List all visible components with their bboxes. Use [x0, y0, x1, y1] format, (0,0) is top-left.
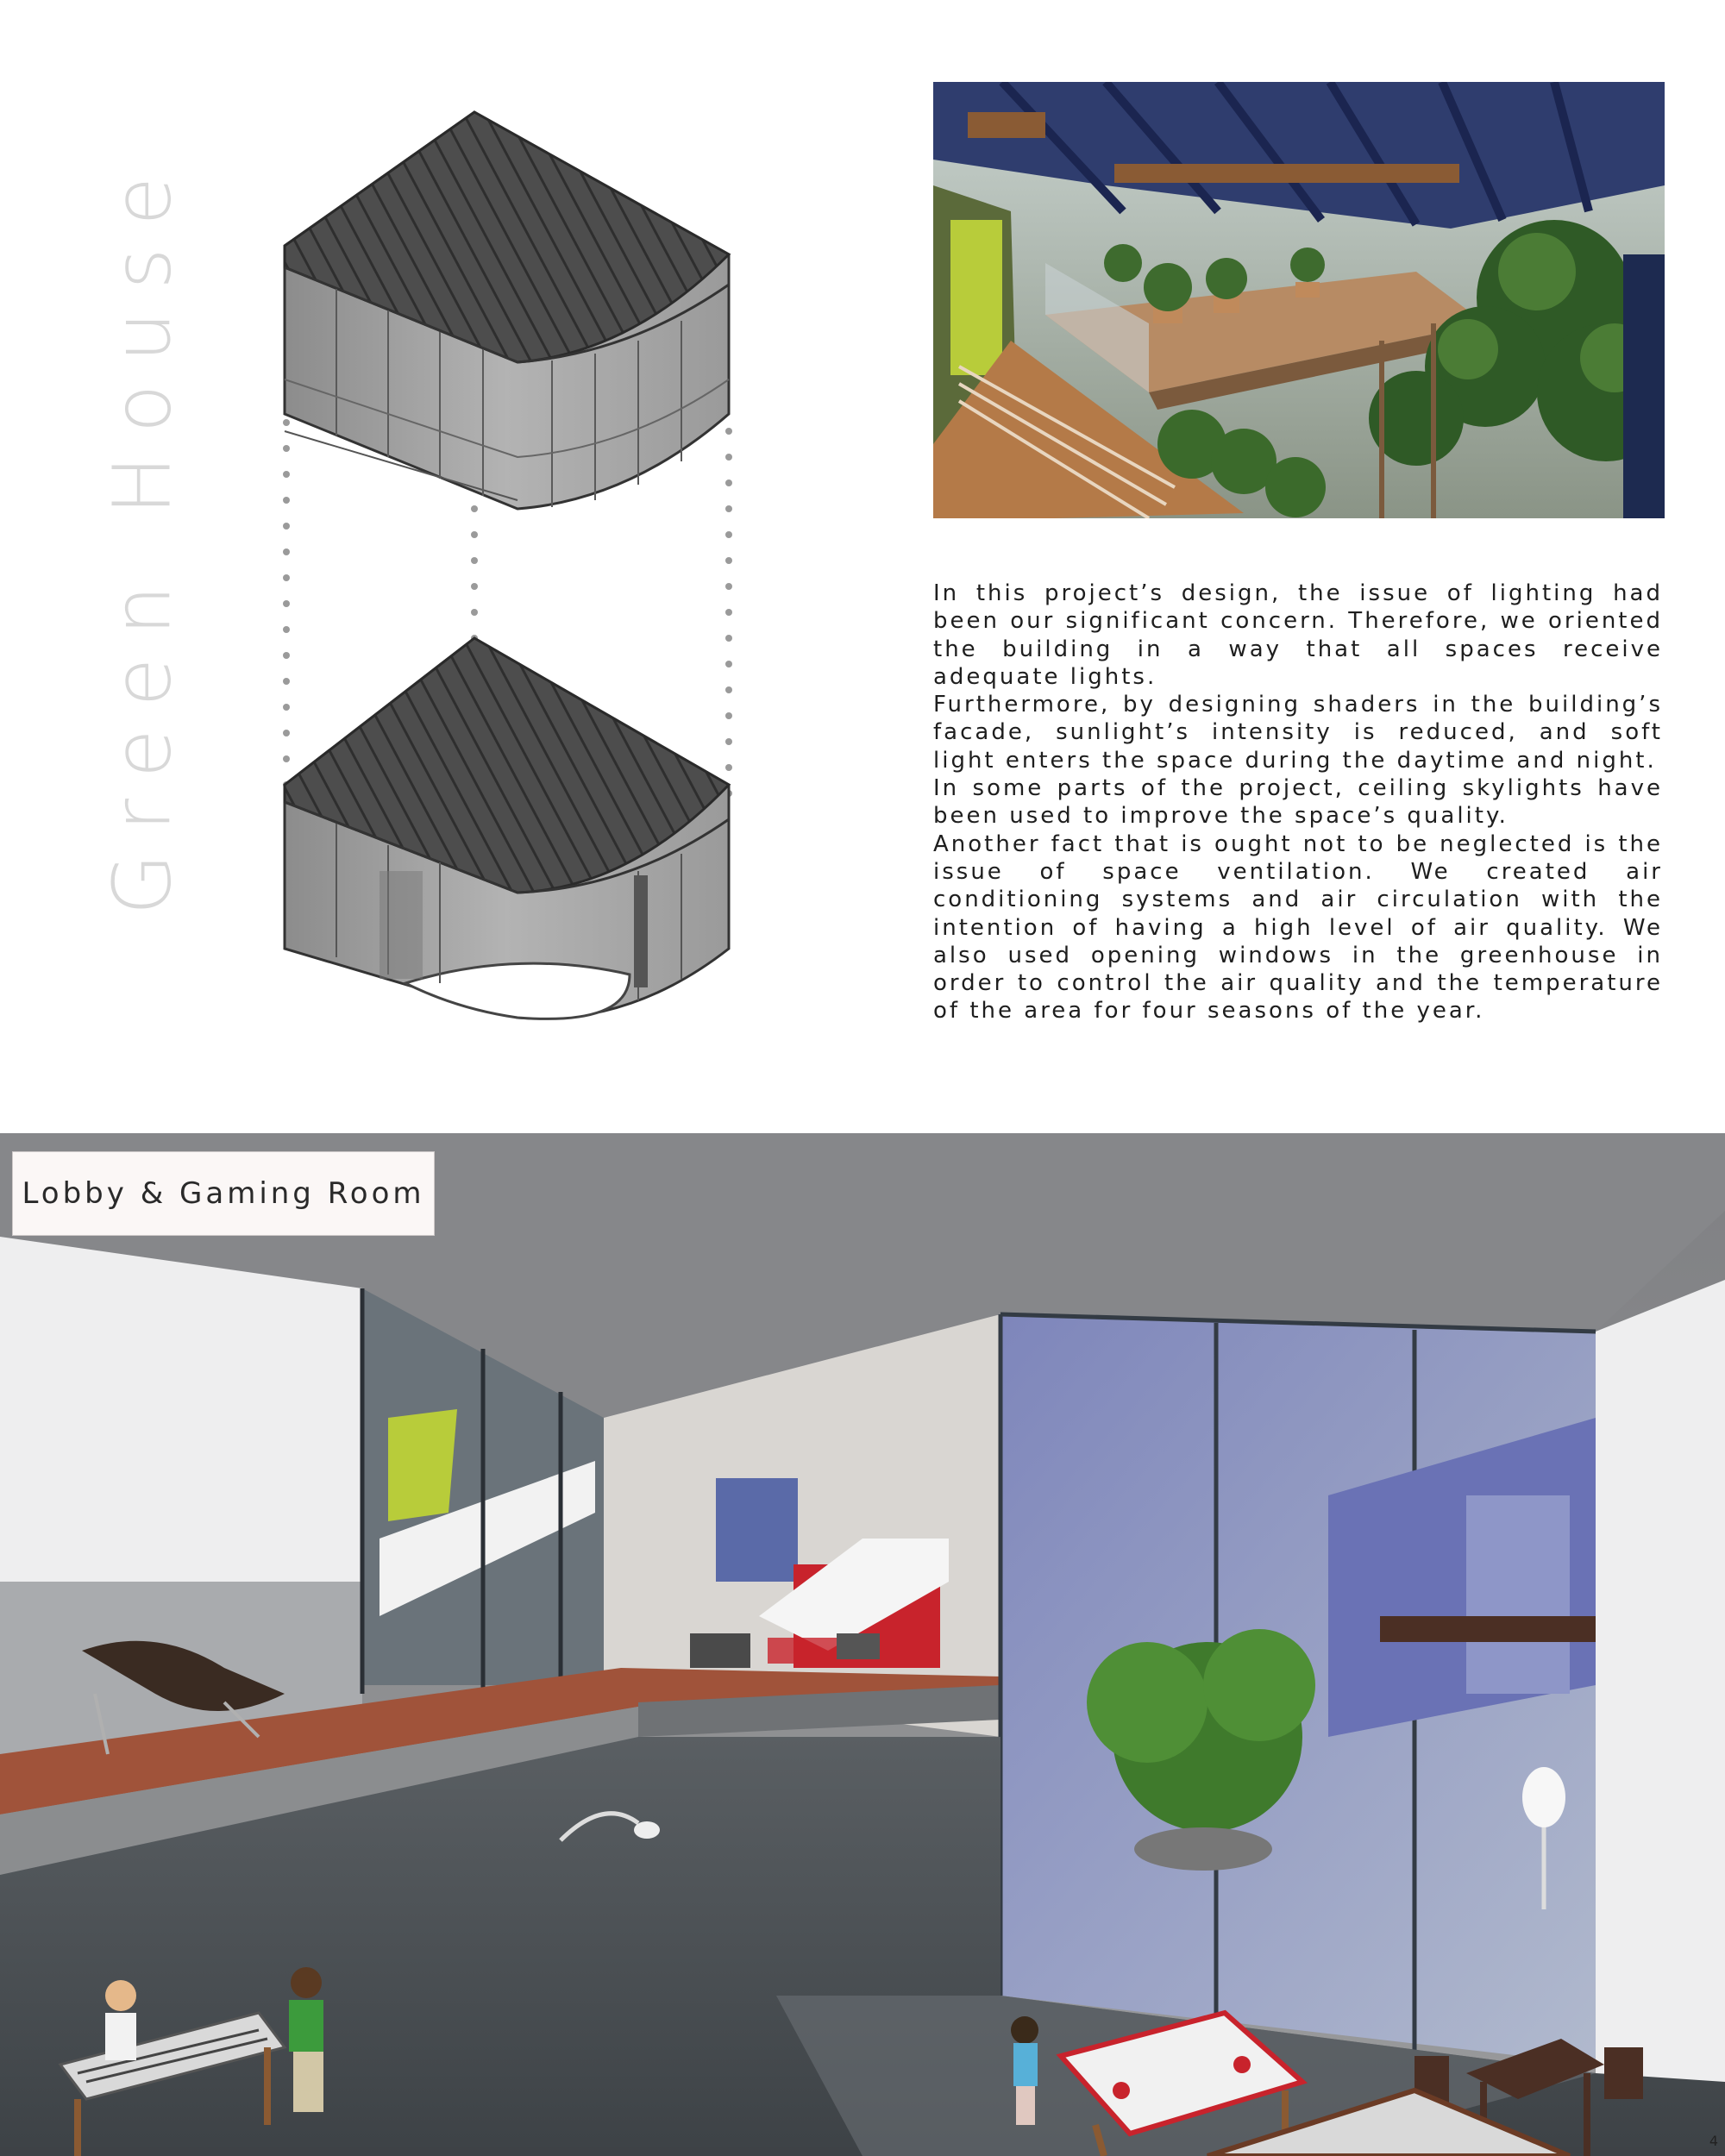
lobby-gaming-room-label: Lobby & Gaming Room: [12, 1151, 435, 1236]
description-paragraph: Furthermore, by designing shaders in the building’s facade, sunlight’s intensity is reduced, and soft light enters the space during the daytime and night.: [933, 692, 1663, 774]
section-title: Green House: [96, 154, 189, 916]
greenhouse-interior-render: [933, 82, 1665, 518]
description-paragraph: In this project’s design, the issue of lighting had been our significant concern. Therefore, we oriented the building in a way that all spaces receive adequate lights.: [933, 580, 1663, 690]
description-paragraph: In some parts of the project, ceiling skylights have been used to improve the space’s quality.: [933, 775, 1663, 830]
upper-greenhouse-volume: [285, 112, 729, 509]
child-figure-green: [289, 1967, 323, 2112]
greenhouse-isometric-figure: [259, 95, 776, 1061]
child-figure-left: [105, 1980, 136, 2060]
description-paragraph: Another fact that is ought not to be neglected is the issue of space ventilation. We created air conditioning systems and air circulation with the intention of having a high level of air quality. We also used opening windows in the greenhouse in order to control the air quality and the temperature of the area for four seasons of the year.: [933, 830, 1663, 1025]
description-text: [933, 580, 1663, 1025]
lobby-gaming-room-render: [0, 1133, 1725, 2156]
lower-greenhouse-volume: [285, 638, 729, 1018]
page-number: 4: [1709, 2133, 1718, 2149]
